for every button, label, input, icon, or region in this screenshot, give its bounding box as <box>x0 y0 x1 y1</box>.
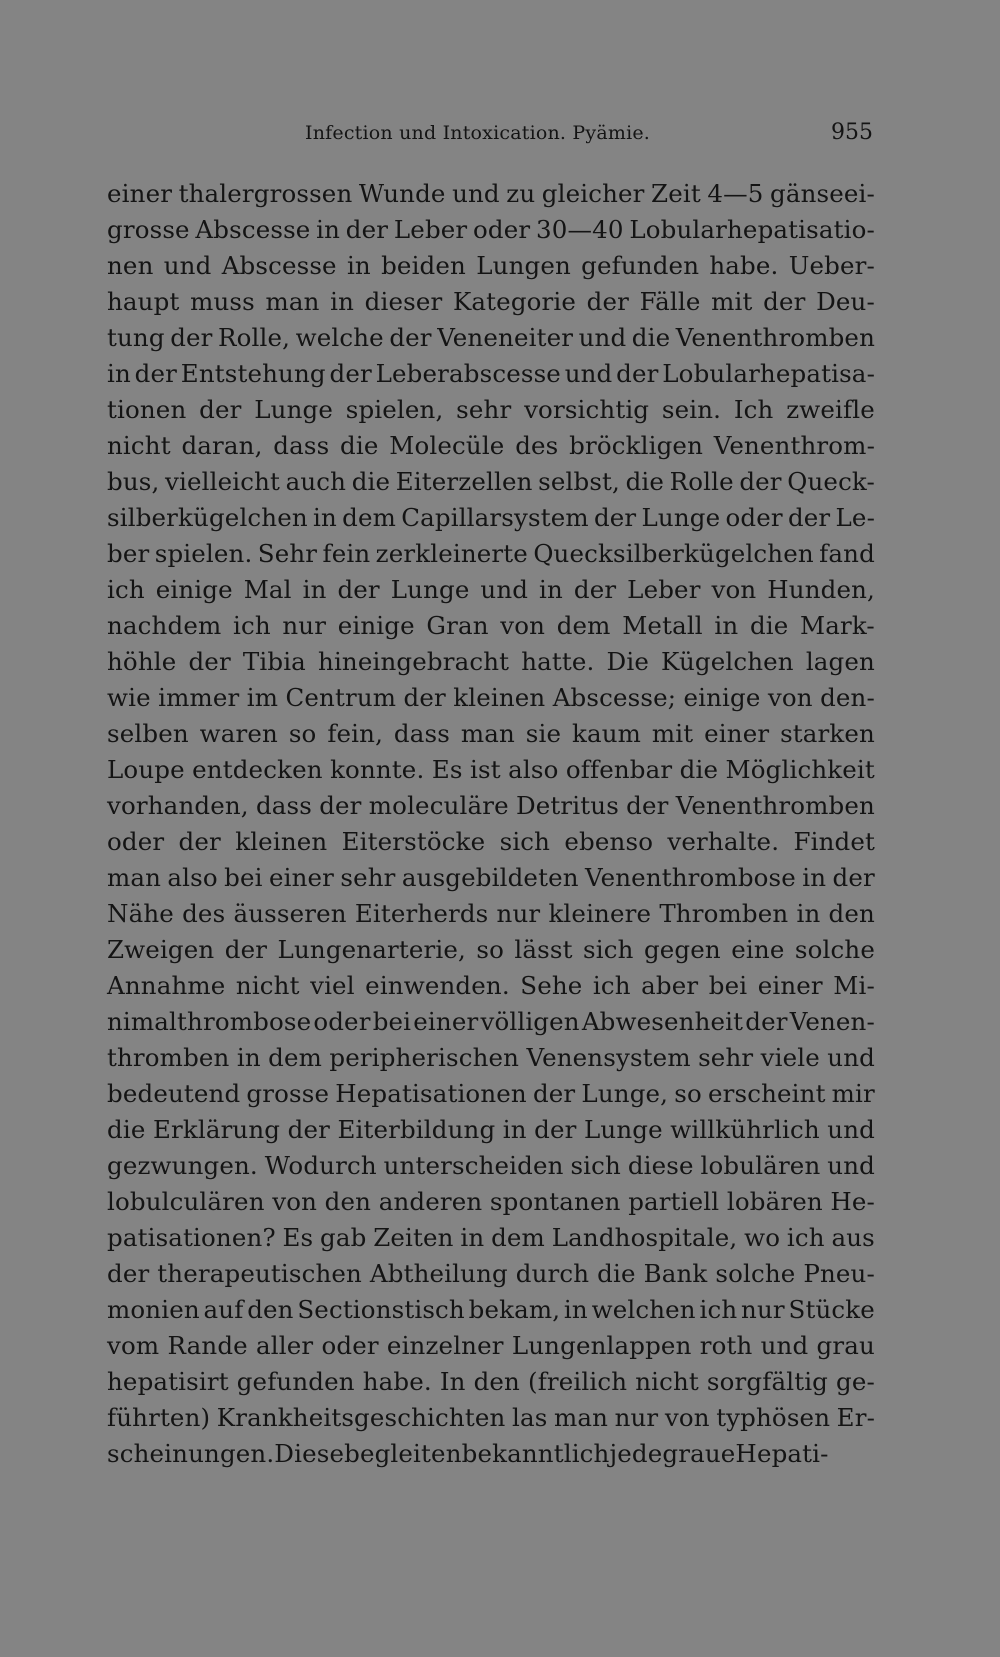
text-line: ber spielen. Sehr fein zerkleinerte Quecksilberkügelchen fand <box>107 539 875 568</box>
text-line: tionen der Lunge spielen, sehr vorsichtig sein. Ich zweifle <box>107 395 875 424</box>
text-line: Loupe entdecken konnte. Es ist also offenbar die Möglichkeit <box>107 755 875 784</box>
text-line: führten) Krankheitsgeschichten las man nur von typhösen Er- <box>107 1403 875 1432</box>
text-line: bedeutend grosse Hepatisationen der Lunge, so erscheint mir <box>107 1079 875 1108</box>
text-line: patisationen? Es gab Zeiten in dem Landhospitale, wo ich aus <box>107 1223 875 1252</box>
text-line: oder der kleinen Eiterstöcke sich ebenso verhalte. Findet <box>107 827 875 856</box>
text-line: einer thalergrossen Wunde und zu gleicher Zeit 4—5 gänseei- <box>107 179 875 208</box>
text-line: hepatisirt gefunden habe. In den (freilich nicht sorgfältig ge- <box>107 1367 875 1396</box>
text-line: monien auf den Sectionstisch bekam, in welchen ich nur Stücke <box>107 1295 875 1324</box>
text-line: scheinungen. Diese begleiten bekanntlich jede graue Hepati- <box>107 1439 829 1468</box>
text-line: haupt muss man in dieser Kategorie der Fälle mit der Deu- <box>107 287 875 316</box>
text-line: Zweigen der Lungenarterie, so lässt sich gegen eine solche <box>107 935 875 964</box>
running-head <box>108 118 873 152</box>
text-line: nen und Abscesse in beiden Lungen gefunden habe. Ueber- <box>107 251 875 280</box>
text-line: silberkügelchen in dem Capillarsystem der Lunge oder der Le- <box>107 503 875 532</box>
text-line: die Erklärung der Eiterbildung in der Lunge willkührlich und <box>107 1115 875 1144</box>
running-title: Infection und Intoxication. Pyämie. <box>305 122 651 144</box>
text-line: grosse Abscesse in der Leber oder 30—40 Lobularhepatisatio- <box>107 215 875 244</box>
text-line: vom Rande aller oder einzelner Lungenlappen roth und grau <box>107 1331 875 1360</box>
text-line: Annahme nicht viel einwenden. Sehe ich aber bei einer Mi- <box>107 971 875 1000</box>
text-line: lobulculären von den anderen spontanen partiell lobären He- <box>107 1187 875 1216</box>
text-line: thromben in dem peripherischen Venensystem sehr viele und <box>107 1043 875 1072</box>
body-text <box>107 176 875 1472</box>
text-line: in der Entstehung der Leberabscesse und der Lobularhepatisa- <box>107 359 875 388</box>
text-line: nimalthrombose oder bei einer völligen Abwesenheit der Venen- <box>107 1007 875 1036</box>
text-line: nicht daran, dass die Molecüle des bröckligen Venenthrom- <box>107 431 875 460</box>
text-line: Nähe des äusseren Eiterherds nur kleinere Thromben in den <box>107 899 875 928</box>
text-line: ich einige Mal in der Lunge und in der Leber von Hunden, <box>107 575 875 604</box>
text-line: gezwungen. Wodurch unterscheiden sich diese lobulären und <box>107 1151 875 1180</box>
text-line: wie immer im Centrum der kleinen Abscesse; einige von den- <box>107 683 875 712</box>
text-line: bus, vielleicht auch die Eiterzellen selbst, die Rolle der Queck- <box>107 467 875 496</box>
text-line: tung der Rolle, welche der Veneneiter und die Venenthromben <box>107 323 875 352</box>
text-line: selben waren so fein, dass man sie kaum mit einer starken <box>107 719 875 748</box>
page-number: 955 <box>831 120 873 145</box>
text-line: höhle der Tibia hineingebracht hatte. Die Kügelchen lagen <box>107 647 875 676</box>
text-line: nachdem ich nur einige Gran von dem Metall in die Mark- <box>107 611 875 640</box>
text-line: der therapeutischen Abtheilung durch die Bank solche Pneu- <box>107 1259 875 1288</box>
text-line: man also bei einer sehr ausgebildeten Venenthrombose in der <box>107 863 875 892</box>
text-line: vorhanden, dass der moleculäre Detritus der Venenthromben <box>107 791 875 820</box>
